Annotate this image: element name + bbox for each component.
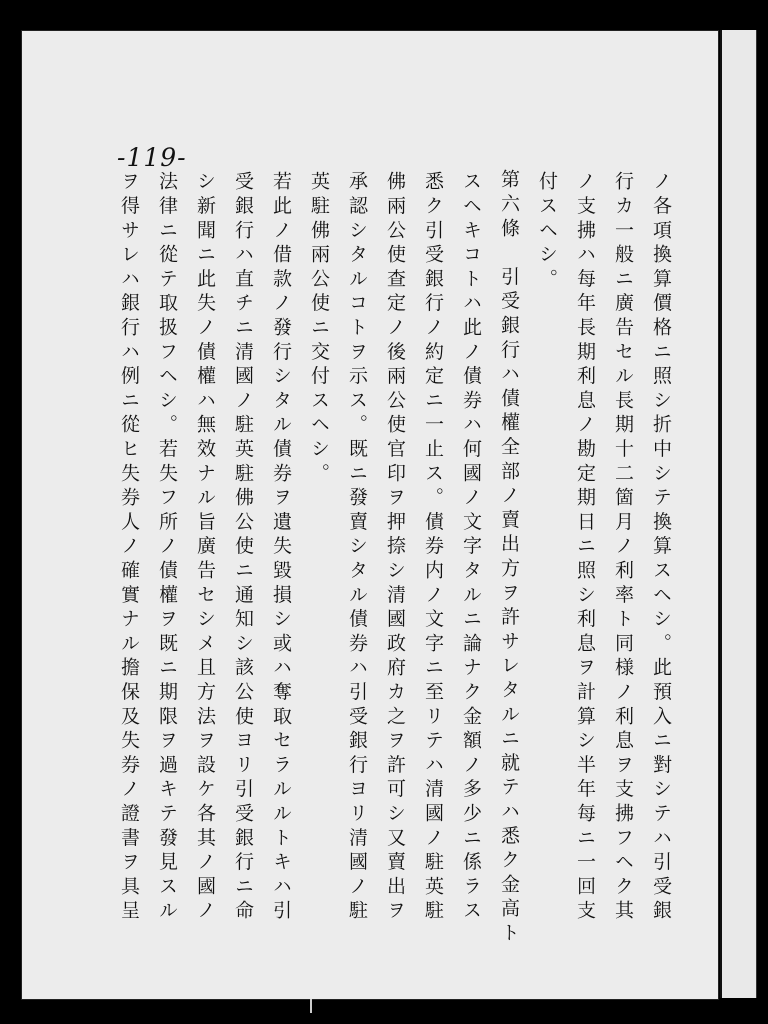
text-column: 行カ一般ニ廣告セル長期十二箇月ノ利率ト同様ノ利息ヲ支拂フヘク其 [612, 171, 634, 925]
text-column: スヘキコトハ此ノ債券ハ何國ノ文字タルニ論ナク金額ノ多少ニ係ラス [460, 171, 482, 925]
text-column: 付スヘシ。 [536, 171, 558, 293]
text-column: シ新聞ニ此失ノ債權ハ無效ナル旨廣告セシメ且方法ヲ設ケ各其ノ國ノ [194, 171, 216, 925]
text-column: ヲ得サレハ銀行ハ例ニ從ヒ失券人ノ確實ナル擔保及失券ノ證書ヲ具呈 [118, 171, 140, 925]
text-column: 悉ク引受銀行ノ約定ニ一止ス。債券内ノ文字ニ至リテハ清國ノ駐英駐 [422, 171, 444, 925]
text-column: 承認シタルコトヲ示ス。既ニ發賣シタル債券ハ引受銀行ヨリ清國ノ駐 [346, 171, 368, 925]
adjacent-page-edge [720, 30, 757, 998]
text-column: ノ支拂ハ每年長期利息ノ勘定期日ニ照シ利息ヲ計算シ半年每ニ一回支 [574, 171, 596, 925]
vertical-text-body [118, 169, 682, 971]
text-column: 受銀行ハ直チニ清國ノ駐英駐佛公使ニ通知シ該公使ヨリ引受銀行ニ命 [232, 171, 254, 925]
text-column: 第六條 引受銀行ハ債權全部ノ賣出方ヲ許サレタルニ就テハ悉ク金高ト [498, 169, 520, 947]
text-column: ノ各項換算價格ニ照シ折中シテ換算スヘシ。此預入ニ對シテハ引受銀 [650, 171, 672, 925]
text-column: 佛兩公使查定ノ後兩公使官印ヲ押捺シ清國政府カ之ヲ許可シ又賣出ヲ [384, 171, 406, 925]
text-column: 法律ニ從テ取扱フヘシ。若失フ所ノ債權ヲ既ニ期限ヲ過キテ發見スル [156, 171, 178, 925]
text-column: 英駐佛兩公使ニ交付スヘシ。 [308, 171, 330, 487]
page-number: -119- [117, 143, 187, 172]
document-page [21, 30, 719, 1000]
text-column: 若此ノ借款ノ發行シタル債券ヲ遺失毀損シ或ハ奪取セラルルトキハ引 [270, 171, 292, 925]
scan-artifact [310, 999, 312, 1013]
